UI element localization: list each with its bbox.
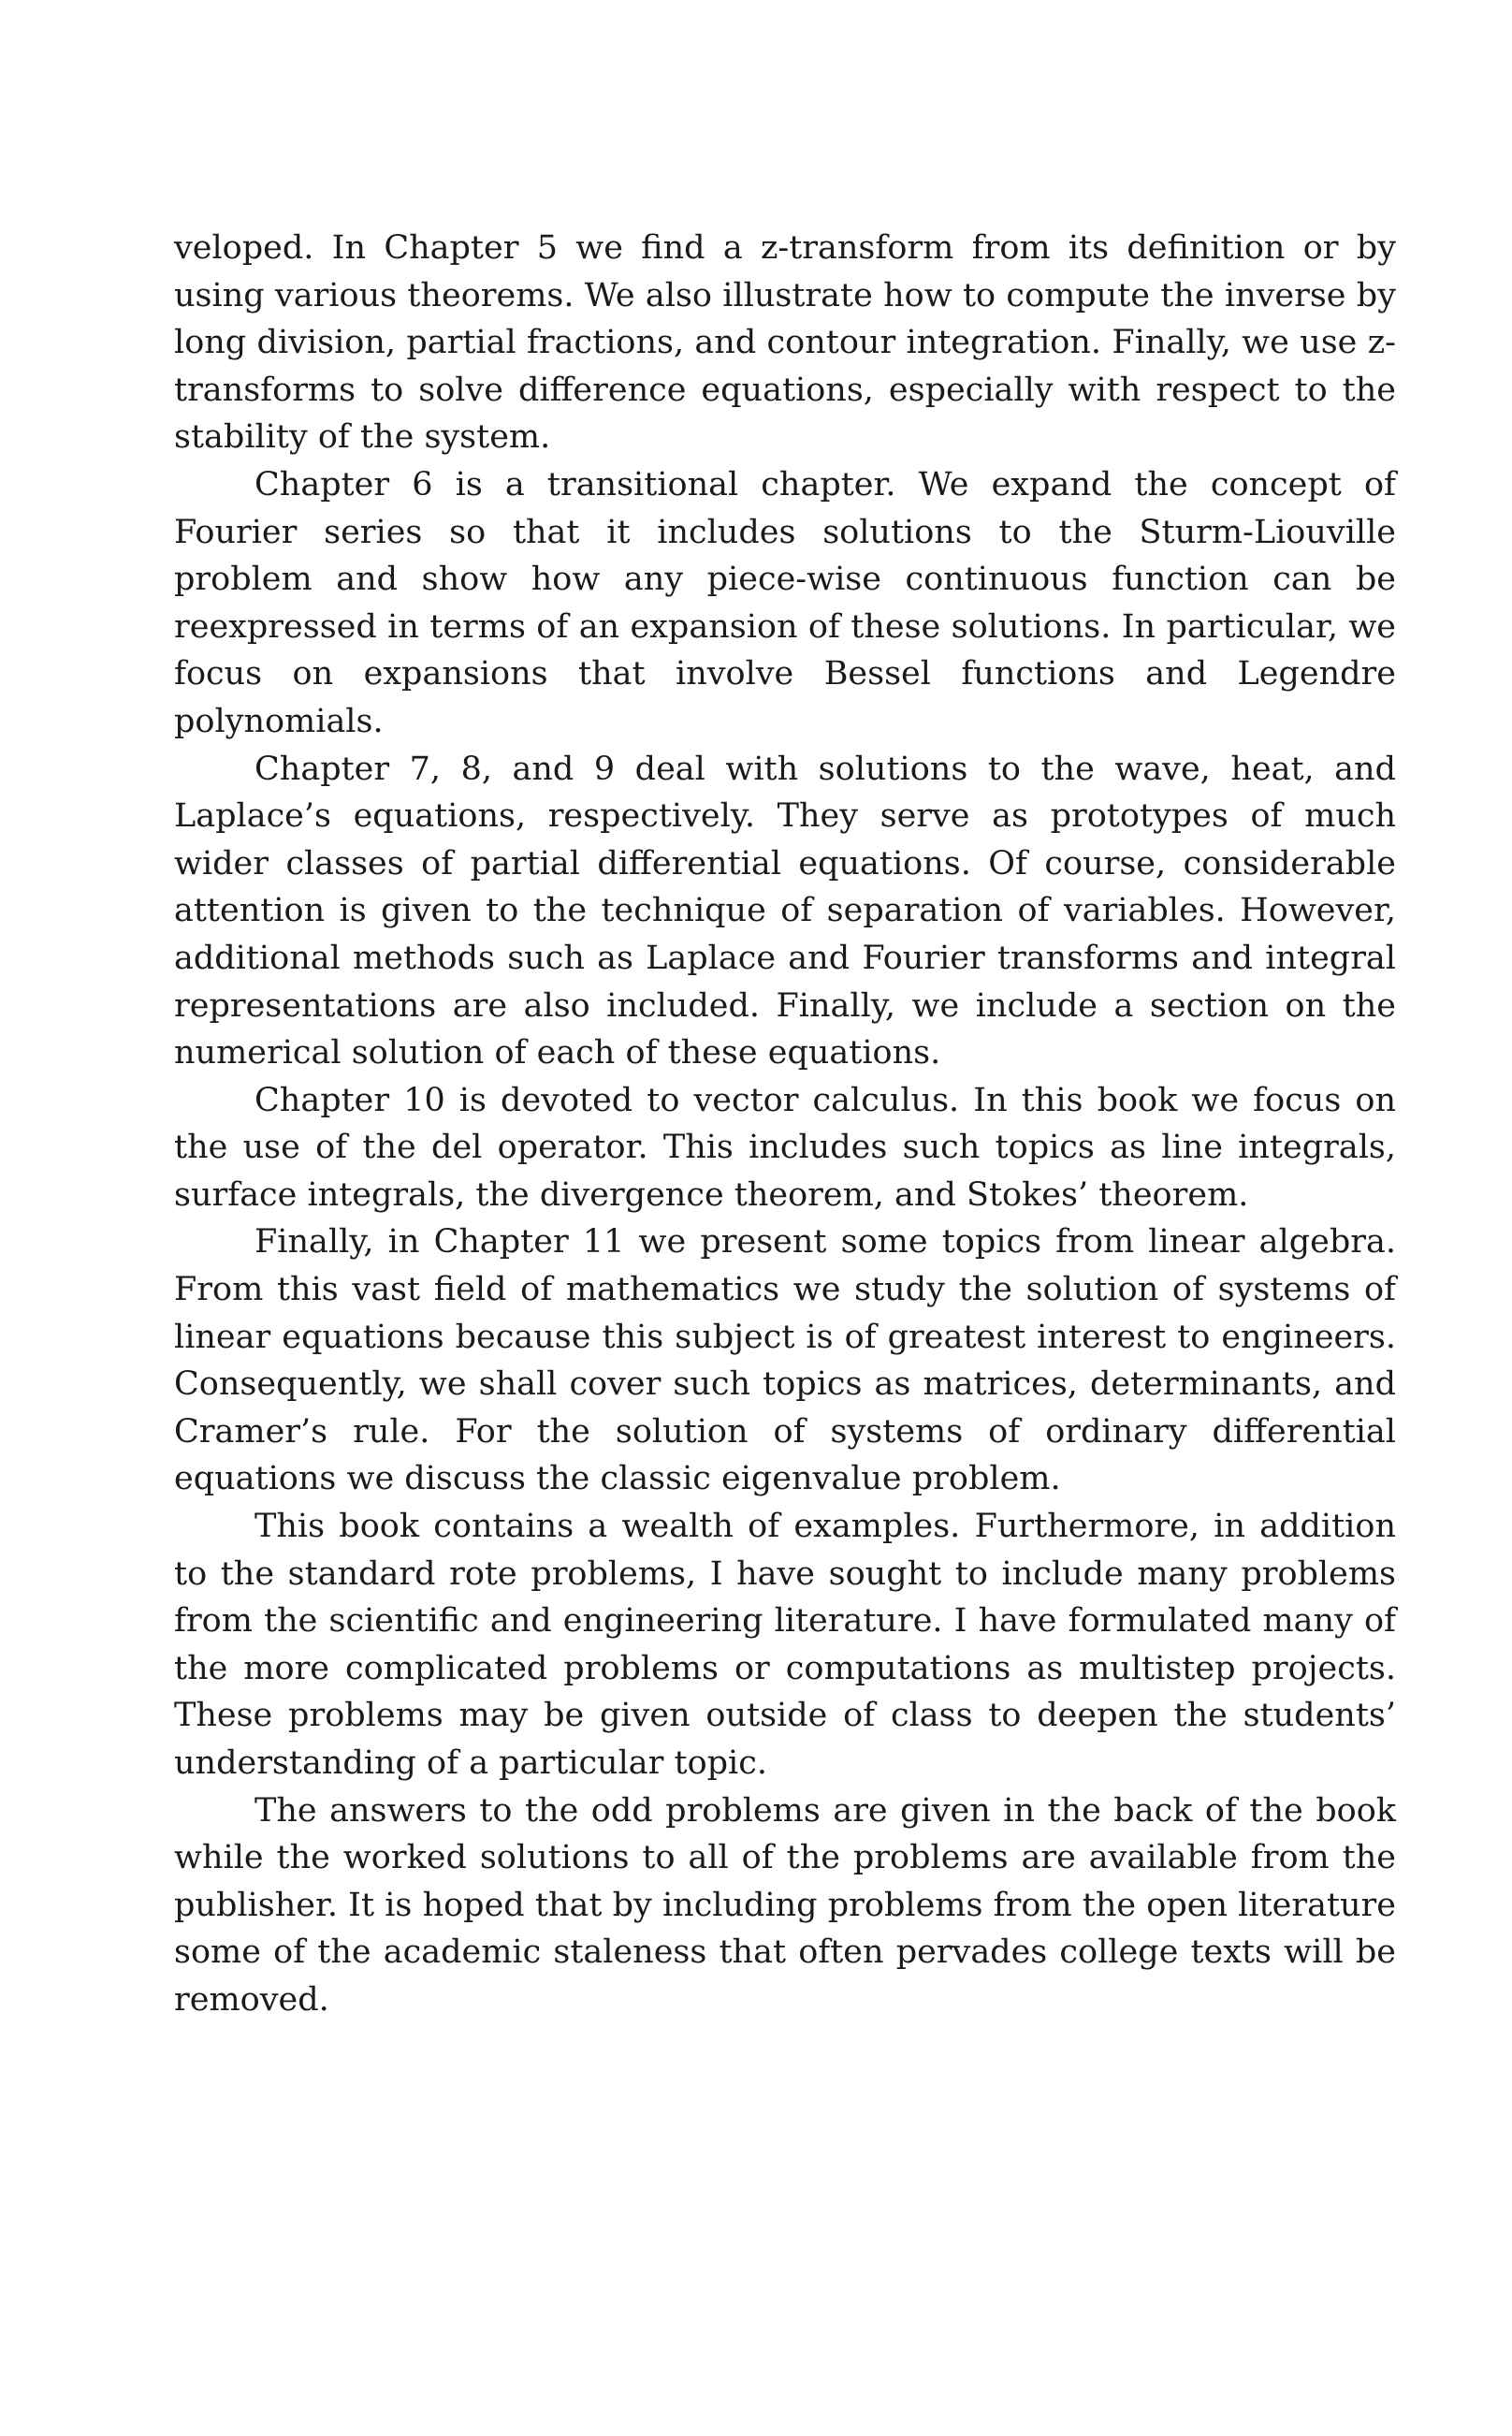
paragraph-chapters-7-8-9: Chapter 7, 8, and 9 deal with solutions to the wave, heat, and Laplace’s equations, respectively. They serve as prototypes of much wider classes of partial differential equations. Of course, considerable attention is given to the technique of separation of variables. However, additional methods such as Laplace and Fourier transforms and integral representations are also included. Finally, we include a section on the numerical solution of each of these equations. — [174, 750, 1396, 1072]
paragraph-chapter-10: Chapter 10 is devoted to vector calculus. In this book we focus on the use of the del operator. This includes such topics as line integrals, surface integrals, the divergence theorem, and Stokes’ theorem. — [174, 1081, 1396, 1214]
paragraph-chapter-6: Chapter 6 is a transitional chapter. We expand the concept of Fourier series so that it includes solutions to the Sturm-Liouville problem and show how any piece-wise continuous function can be reexpressed in terms of an expansion of these solutions. In particular, we focus on expansions that involve Bessel functions and Legendre polynomials. — [174, 465, 1396, 740]
paragraph-continued: veloped. In Chapter 5 we find a z-transform from its definition or by using various theorems. We also illustrate how to compute the inverse by long division, partial fractions, and contour integration. Finally, we use z-transforms to solve difference equations, especially with respect to the stability of the system. — [174, 229, 1396, 457]
paragraph-chapter-11: Finally, in Chapter 11 we present some topics from linear algebra. From this vast field of mathematics we study the solution of systems of linear equations because this subject is of greatest interest to engineers. Consequently, we shall cover such topics as matrices, determinants, and Cramer’s rule. For the solution of systems of ordinary differential equations we discuss the classic eigenvalue problem. — [174, 1223, 1396, 1498]
paragraph-examples: This book contains a wealth of examples. Furthermore, in addition to the standard rote problems, I have sought to include many problems from the scientific and engineering literature. I have formulated many of the more complicated problems or computations as multistep projects. These problems may be given outside of class to deepen the students’ understanding of a particular topic. — [174, 1508, 1396, 1782]
paragraph-answers: The answers to the odd problems are given in the back of the book while the worked solutions to all of the problems are available from the publisher. It is hoped that by including problems from the open literature some of the academic staleness that often pervades college texts will be removed. — [174, 1791, 1396, 2019]
page-body — [174, 225, 1396, 2024]
